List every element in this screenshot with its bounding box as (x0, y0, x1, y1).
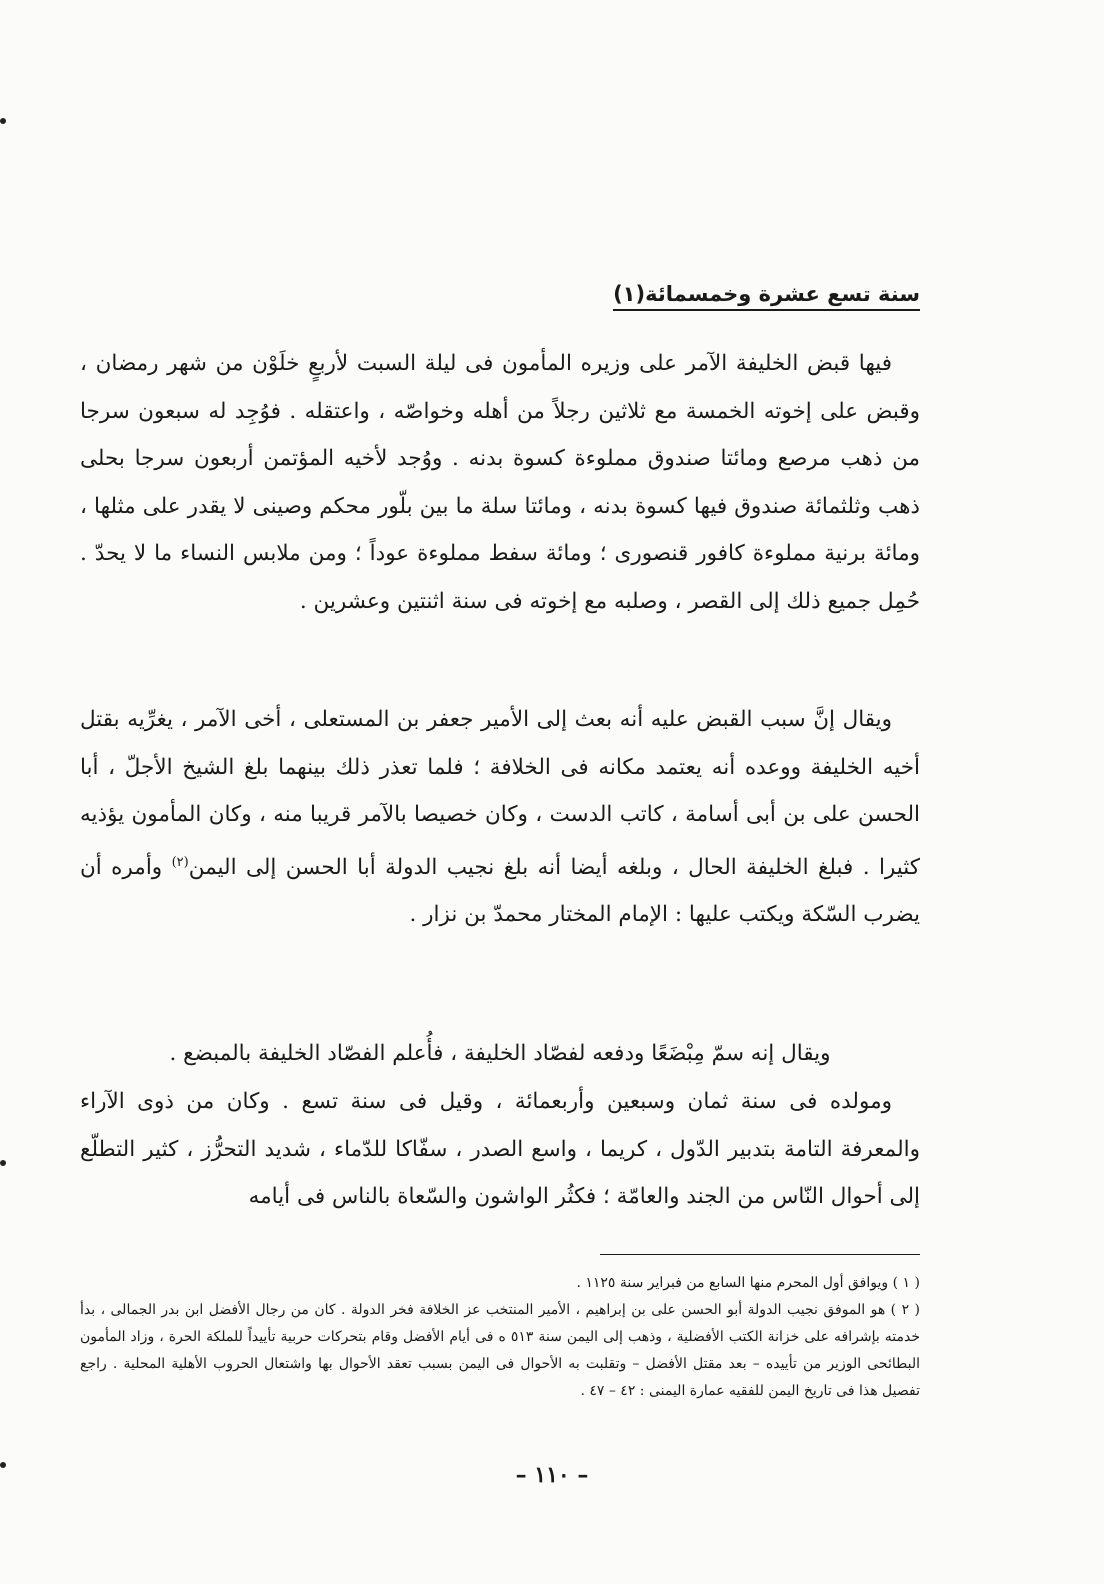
paragraph-2 (80, 696, 920, 939)
section-title-text: سنة تسع عشرة وخمسمائة (645, 282, 920, 306)
footnotes (80, 1270, 920, 1405)
paragraph-3 (80, 1030, 920, 1078)
footnote-2-text: هو الموفق نجيب الدولة أبو الحسن على بن إبراهيم ، الأمير المنتخب عز الخلافة فخر الدولة . كان من رجال الأفضل ابن بدر الجمالى ، بدأ خدمته بإشرافه على خزانة الكتب الأفضلية ، وذهب إلى اليمن سنة ٥١٣ ه فى أيام الأفضل وقام بتحركات حربية تأييداً للملكة الحرة ، وزاد المأمون البطائحى الوزير من تأييده – بعد مقتل الأفضل – وتقلبت به الأحوال فى اليمن بسبب تعقد الأحوال بها واشتعال الحروب الأهلية المحلية . راجع تفصيل هذا فى تاريخ اليمن للفقيه عمارة اليمنى : ٤٢ – ٤٧ . (80, 1302, 920, 1399)
footnote-divider (600, 1254, 920, 1255)
paragraph-2-part-2: وأمره أن يضرب السّكة ويكتب عليها : الإمام المختار محمدّ بن نزار . (80, 854, 920, 928)
footnote-ref-2: (٢) (171, 854, 189, 870)
paragraph-4: ومولده فى سنة ثمان وسبعين وأربعمائة ، وقيل فى سنة تسع . وكان من ذوى الآراء والمعرفة التامة بتدبير الدّول ، كريما ، واسع الصدر ، سفّاكا للدّماء ، شديد التحرُّز ، كثير التطلّع إلى أحوال النّاس من الجند والعامّة ؛ فكثُر الواشون والسّعاة بالناس فى أيامه (80, 1089, 920, 1209)
paragraph-2-part-1: ويقال إنَّ سبب القبض عليه أنه بعث إلى الأمير جعفر بن المستعلى ، أخى الآمر ، يغرِّيه بقتل أخيه الخليفة ووعده أنه يعتمد مكانه فى الخلافة ؛ فلما تعذر ذلك بينهما بلغ الشيخ الأجلّ ، أبا الحسن على بن أبى أسامة ، كاتب الدست ، وكان خصيصا بالآمر قريبا منه ، وكان المأمون يؤذيه كثيرا . فبلغ الخليفة الحال ، وبلغه أيضا أنه بلغ نجيب الدولة أبا الحسن إلى اليمن (80, 707, 921, 880)
page-number: – ١١٠ – (515, 1462, 589, 1488)
footnote-1-text: ويوافق أول المحرم منها السابع من فبراير سنة ١١٢٥ . (576, 1275, 889, 1291)
footnote-1-marker: ( ١ ) (892, 1275, 920, 1291)
footnote-2-marker: ( ٢ ) (890, 1302, 921, 1318)
title-footnote-marker: (١) (613, 282, 646, 306)
section-title (613, 282, 920, 311)
scan-speck (0, 1462, 6, 1468)
scan-speck (0, 118, 6, 124)
paragraph-1: فيها قبض الخليفة الآمر على وزيره المأمون فى ليلة السبت لأربعٍ خلَوْن من شهر رمضان ، وقبض على إخوته الخمسة مع ثلاثين رجلاً من أهله وخواصّه ، واعتقله . فوُجِد له سبعون سرجا من ذهب مرصع ومائتا صندوق مملوءة كسوة بدنه . ووُجد لأخيه المؤتمن أربعون سرجا بحلى ذهب وثلثمائة صندوق فيها كسوة بدنه ، ومائتا سلة ما بين بلّور محكم وصينى لا يقدر على مثلها ، ومائة برنية مملوءة كافور قنصورى ؛ ومائة سفط مملوءة عوداً ؛ ومن ملابس النساء ما لا يحدّ . حُمِل جميع ذلك إلى القصر ، وصلبه مع إخوته فى سنة اثنتين وعشرين . (80, 351, 920, 614)
paragraph-3-text: ويقال إنه سمّ مِبْضَعًا ودفعه لفصّاد الخليفة ، فأُعلم الفصّاد الخليفة بالمبضع . (169, 1041, 831, 1066)
footnote-1 (80, 1270, 920, 1297)
scan-speck (0, 1160, 6, 1166)
footnote-2 (80, 1297, 920, 1405)
